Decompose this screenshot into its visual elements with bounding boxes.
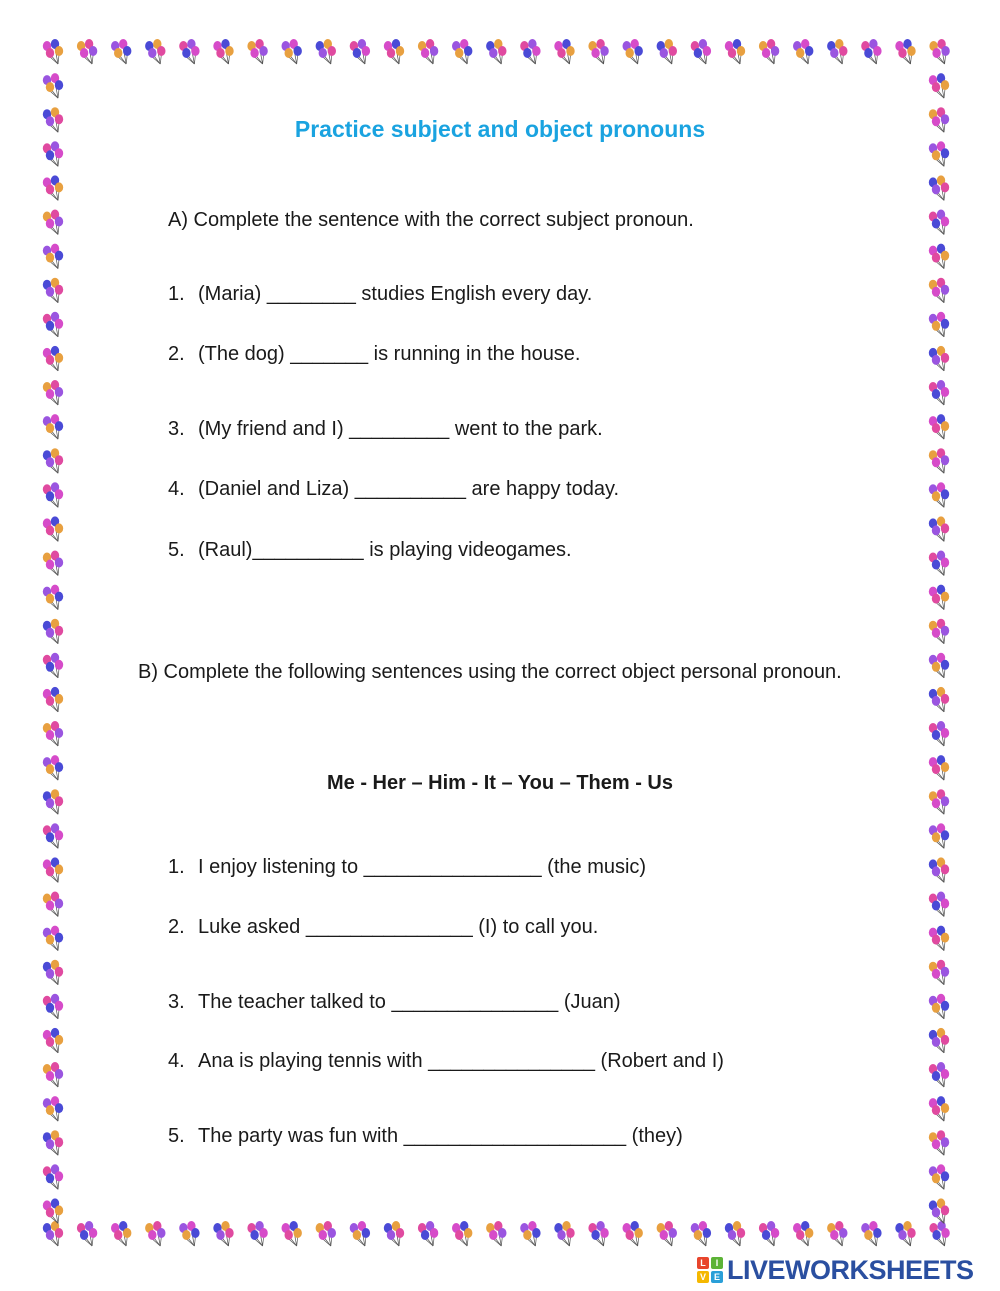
balloon-cluster-icon (145, 39, 165, 64)
balloon-cluster-icon (43, 960, 63, 985)
balloon-cluster-icon (43, 346, 63, 371)
balloon-cluster-icon (725, 39, 745, 64)
balloon-cluster-icon (895, 39, 915, 64)
item-text: (My friend and I) _________ went to the park. (198, 418, 603, 440)
balloon-cluster-icon (43, 1062, 63, 1087)
balloon-cluster-icon (43, 244, 63, 269)
balloon-cluster-icon (861, 1221, 881, 1246)
balloon-cluster-icon (929, 175, 949, 200)
balloon-cluster-icon (657, 39, 677, 64)
balloon-cluster-icon (759, 1221, 779, 1246)
word-bank: Me - Her – Him - It – You – Them - Us (327, 772, 673, 794)
balloon-cluster-icon (43, 1198, 63, 1223)
balloon-cluster-icon (43, 857, 63, 882)
balloon-cluster-icon (929, 687, 949, 712)
balloon-cluster-icon (929, 380, 949, 405)
item-text: The party was fun with ____________________ (they) (198, 1125, 683, 1147)
balloon-cluster-icon (43, 482, 63, 507)
balloon-cluster-icon (452, 1221, 472, 1246)
balloon-cluster-icon (657, 1221, 677, 1246)
balloon-cluster-icon (929, 210, 949, 235)
balloon-cluster-icon (111, 39, 131, 64)
balloon-cluster-icon (929, 346, 949, 371)
balloon-cluster-icon (43, 380, 63, 405)
balloon-cluster-icon (623, 39, 643, 64)
balloon-cluster-icon (43, 278, 63, 303)
balloon-cluster-icon (282, 1221, 302, 1246)
balloon-cluster-icon (929, 516, 949, 541)
balloon-cluster-icon (929, 1198, 949, 1223)
item-number: 2. (168, 916, 185, 938)
balloon-cluster-icon (43, 312, 63, 337)
section-b-item-1 (168, 856, 646, 879)
balloon-cluster-icon (43, 175, 63, 200)
item-text: The teacher talked to _______________ (Juan) (198, 991, 621, 1013)
item-number: 5. (168, 1125, 185, 1147)
balloon-cluster-icon (929, 482, 949, 507)
balloon-cluster-icon (43, 1096, 63, 1121)
balloon-cluster-icon (929, 1096, 949, 1121)
balloon-cluster-icon (929, 414, 949, 439)
balloon-cluster-icon (929, 141, 949, 166)
balloon-cluster-icon (179, 1221, 199, 1246)
item-text: Luke asked _______________ (I) to call you. (198, 916, 599, 938)
logo-text: LIVEWORKSHEETS (727, 1254, 974, 1285)
page-title: Practice subject and object pronouns (294, 116, 706, 142)
item-number: 4. (168, 1050, 185, 1072)
balloon-cluster-icon (929, 1164, 949, 1189)
balloon-cluster-icon (43, 619, 63, 644)
balloon-cluster-icon (895, 1221, 915, 1246)
balloon-cluster-icon (111, 1221, 131, 1246)
balloon-cluster-icon (43, 926, 63, 951)
item-number: 3. (168, 418, 185, 440)
balloon-cluster-icon (929, 1221, 949, 1246)
logo-tile: E (711, 1271, 723, 1283)
balloon-cluster-icon (929, 994, 949, 1019)
balloon-cluster-icon (43, 141, 63, 166)
balloon-cluster-icon (793, 1221, 813, 1246)
balloon-cluster-icon (247, 39, 267, 64)
balloon-cluster-icon (929, 721, 949, 746)
balloon-cluster-icon (554, 1221, 574, 1246)
balloon-cluster-icon (827, 1221, 847, 1246)
balloon-cluster-icon (929, 312, 949, 337)
balloon-cluster-icon (929, 823, 949, 848)
balloon-cluster-icon (929, 857, 949, 882)
balloon-cluster-icon (282, 39, 302, 64)
section-a-item-4 (168, 478, 619, 501)
section-b-item-2 (168, 916, 598, 939)
balloon-cluster-icon (384, 39, 404, 64)
balloon-cluster-icon (316, 39, 336, 64)
item-number: 2. (168, 343, 185, 365)
balloon-cluster-icon (43, 994, 63, 1019)
balloon-cluster-icon (43, 551, 63, 576)
balloon-cluster-icon (486, 39, 506, 64)
balloon-cluster-icon (43, 448, 63, 473)
balloon-cluster-icon (43, 210, 63, 235)
balloon-cluster-icon (43, 653, 63, 678)
balloon-cluster-icon (43, 1221, 63, 1246)
section-a-item-2 (168, 343, 581, 366)
item-text: (Raul)__________ is playing videogames. (198, 539, 572, 561)
balloon-cluster-icon (43, 721, 63, 746)
balloon-cluster-icon (43, 823, 63, 848)
balloon-cluster-icon (77, 1221, 97, 1246)
balloon-cluster-icon (213, 1221, 233, 1246)
balloon-cluster-icon (588, 39, 608, 64)
item-number: 1. (168, 283, 185, 305)
logo-tile: L (697, 1257, 709, 1269)
balloon-cluster-icon (929, 1062, 949, 1087)
balloon-cluster-icon (486, 1221, 506, 1246)
logo-tile: I (711, 1257, 723, 1269)
balloon-cluster-icon (929, 551, 949, 576)
item-number: 1. (168, 856, 185, 878)
balloon-cluster-icon (929, 448, 949, 473)
balloon-cluster-icon (520, 39, 540, 64)
balloon-cluster-icon (929, 653, 949, 678)
balloon-cluster-icon (179, 39, 199, 64)
section-a-item-1 (168, 283, 592, 306)
balloon-cluster-icon (929, 1028, 949, 1053)
balloon-cluster-icon (43, 585, 63, 610)
logo-tile: V (697, 1271, 709, 1283)
item-text: Ana is playing tennis with _______________ (Robert and I) (198, 1050, 724, 1072)
section-b-item-3 (168, 991, 621, 1014)
balloon-cluster-icon (691, 39, 711, 64)
balloon-cluster-icon (43, 73, 63, 98)
section-a-item-5 (168, 539, 572, 562)
balloon-cluster-icon (418, 39, 438, 64)
balloon-cluster-icon (554, 39, 574, 64)
balloon-cluster-icon (452, 39, 472, 64)
item-text: (Daniel and Liza) __________ are happy today. (198, 478, 620, 500)
item-number: 3. (168, 991, 185, 1013)
balloon-cluster-icon (929, 926, 949, 951)
balloon-cluster-icon (247, 1221, 267, 1246)
balloon-cluster-icon (861, 39, 881, 64)
balloon-cluster-icon (827, 39, 847, 64)
balloon-cluster-icon (43, 892, 63, 917)
section-b-instruction: B) Complete the following sentences using the correct object personal pronoun. (138, 661, 842, 683)
balloon-cluster-icon (725, 1221, 745, 1246)
balloon-cluster-icon (929, 619, 949, 644)
balloon-cluster-icon (384, 1221, 404, 1246)
section-a-instruction: A) Complete the sentence with the correct subject pronoun. (168, 209, 694, 231)
balloon-cluster-icon (145, 1221, 165, 1246)
item-number: 5. (168, 539, 185, 561)
section-b-item-4 (168, 1050, 724, 1073)
balloon-cluster-icon (929, 1130, 949, 1155)
balloon-cluster-icon (43, 687, 63, 712)
balloon-cluster-icon (520, 1221, 540, 1246)
balloon-cluster-icon (929, 960, 949, 985)
logo-mark-icon (697, 1257, 723, 1283)
balloon-cluster-icon (43, 1164, 63, 1189)
balloon-cluster-icon (929, 892, 949, 917)
balloon-cluster-icon (350, 1221, 370, 1246)
balloon-cluster-icon (43, 39, 63, 64)
balloon-cluster-icon (929, 244, 949, 269)
balloon-cluster-icon (588, 1221, 608, 1246)
balloon-cluster-icon (418, 1221, 438, 1246)
balloon-cluster-icon (43, 1130, 63, 1155)
item-text: (The dog) _______ is running in the house. (198, 343, 581, 365)
balloon-cluster-icon (213, 39, 233, 64)
balloon-cluster-icon (691, 1221, 711, 1246)
balloon-cluster-icon (350, 39, 370, 64)
balloon-cluster-icon (316, 1221, 336, 1246)
balloon-cluster-icon (43, 1028, 63, 1053)
balloon-cluster-icon (77, 39, 97, 64)
balloon-cluster-icon (929, 278, 949, 303)
balloon-cluster-icon (623, 1221, 643, 1246)
section-b-item-5 (168, 1125, 683, 1148)
balloon-cluster-icon (43, 414, 63, 439)
item-number: 4. (168, 478, 185, 500)
balloon-cluster-icon (759, 39, 779, 64)
balloon-cluster-icon (929, 585, 949, 610)
item-text: I enjoy listening to ________________ (the music) (198, 856, 647, 878)
liveworksheets-logo[interactable] (697, 1255, 974, 1285)
item-text: (Maria) ________ studies English every day. (198, 283, 593, 305)
balloon-cluster-icon (43, 516, 63, 541)
balloon-cluster-icon (929, 39, 949, 64)
balloon-cluster-icon (793, 39, 813, 64)
section-a-item-3 (168, 418, 603, 441)
balloon-cluster-icon (929, 73, 949, 98)
